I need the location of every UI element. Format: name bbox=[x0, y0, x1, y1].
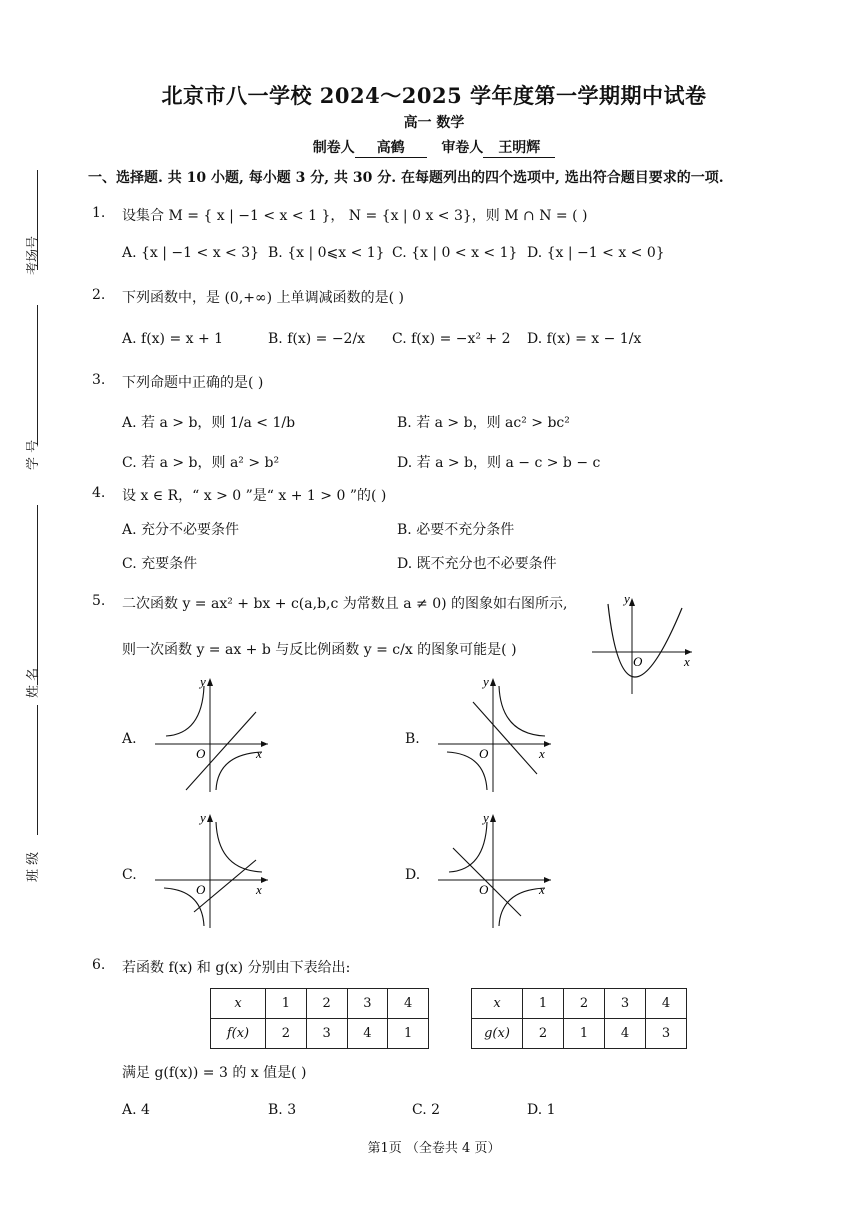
q1-option-d: D. {x | −1 < x < 0} bbox=[527, 245, 665, 261]
table-cell: f(x) bbox=[211, 1019, 266, 1049]
q4-stem: 设 x ∈ R，“ x > 0 ”是“ x + 1 > 0 ”的( ) bbox=[122, 488, 387, 504]
table-row bbox=[211, 989, 429, 1019]
q3-stem: 下列命题中正确的是( ) bbox=[122, 375, 264, 391]
q5-stem-line1: 二次函数 y = ax² + bx + c(a,b,c 为常数且 a ≠ 0) 的图象如右图所示, bbox=[122, 596, 568, 612]
section-heading: 一、选择题. 共 10 小题, 每小题 3 分, 共 30 分. 在每题列出的四个选项中, 选出符合题目要求的一项. bbox=[88, 170, 724, 186]
reviewer-label: 审卷人 bbox=[441, 140, 484, 156]
svg-text:x: x bbox=[539, 882, 545, 897]
svg-text:y: y bbox=[483, 810, 489, 825]
q5-option-d: D. bbox=[405, 867, 421, 883]
table-cell: g(x) bbox=[472, 1019, 523, 1049]
svg-text:y: y bbox=[200, 810, 206, 825]
table-cell: 3 bbox=[646, 1019, 687, 1049]
svg-text:y: y bbox=[200, 674, 206, 689]
table-cell: 2 bbox=[266, 1019, 307, 1049]
q5-parabola-figure bbox=[588, 588, 698, 698]
q1-option-b: B. {x | 0⩽x < 1} bbox=[268, 245, 385, 261]
q6-option-a: A. 4 bbox=[122, 1102, 150, 1118]
sidebar-student-no: 学 号 bbox=[26, 439, 41, 470]
table-cell: 1 bbox=[523, 989, 564, 1019]
q3-number: 3. bbox=[92, 372, 106, 388]
svg-text:x: x bbox=[539, 746, 545, 761]
q3-option-c: C. 若 a > b，则 a² > b² bbox=[122, 455, 280, 471]
page-footer: 第1页 （全卷共 4 页） bbox=[367, 1141, 501, 1156]
table-cell: 1 bbox=[564, 1019, 605, 1049]
sidebar-name: 姓 名 bbox=[26, 667, 41, 698]
table-row bbox=[472, 1019, 687, 1049]
sidebar-line-3 bbox=[37, 505, 38, 685]
q2-option-b: B. f(x) = −2/x bbox=[268, 331, 366, 347]
table-cell: 4 bbox=[388, 989, 429, 1019]
q5-number: 5. bbox=[92, 593, 106, 609]
table-cell: 1 bbox=[266, 989, 307, 1019]
table-cell: 4 bbox=[646, 989, 687, 1019]
exam-title: 北京市八一学校 2024～2025 学年度第一学期期中试卷 bbox=[161, 83, 707, 108]
q2-option-d: D. f(x) = x − 1/x bbox=[527, 331, 642, 347]
label-x: x bbox=[684, 654, 690, 669]
svg-text:x: x bbox=[256, 882, 262, 897]
label-y: y bbox=[624, 591, 630, 606]
table-cell: 4 bbox=[605, 1019, 646, 1049]
table-f bbox=[210, 988, 429, 1049]
q2-option-a: A. f(x) = x + 1 bbox=[122, 331, 224, 347]
table-cell: 3 bbox=[306, 1019, 347, 1049]
table-row bbox=[472, 989, 687, 1019]
table-cell: 2 bbox=[523, 1019, 564, 1049]
q5-option-c: C. bbox=[122, 867, 137, 883]
q6-option-d: D. 1 bbox=[527, 1102, 556, 1118]
table-g bbox=[471, 988, 687, 1049]
q6-option-b: B. 3 bbox=[268, 1102, 297, 1118]
q6-stem: 若函数 f(x) 和 g(x) 分别由下表给出: bbox=[122, 960, 351, 976]
q1-option-c: C. {x | 0 < x < 1} bbox=[392, 245, 518, 261]
maker-name: 高鹤 bbox=[355, 137, 427, 158]
makers-line bbox=[0, 137, 868, 158]
q5-graph-a bbox=[150, 672, 275, 797]
q2-number: 2. bbox=[92, 287, 106, 303]
table-cell: 4 bbox=[347, 1019, 388, 1049]
maker-label: 制卷人 bbox=[312, 140, 355, 156]
q2-option-c: C. f(x) = −x² + 2 bbox=[392, 331, 511, 347]
q6-condition: 满足 g(f(x)) = 3 的 x 值是( ) bbox=[122, 1065, 307, 1081]
q5-option-b: B. bbox=[405, 731, 420, 747]
svg-text:x: x bbox=[256, 746, 262, 761]
exam-subtitle: 高一 数学 bbox=[403, 115, 465, 131]
sidebar-line-2 bbox=[37, 305, 38, 445]
q1-number: 1. bbox=[92, 205, 106, 221]
sidebar-exam-room: 考场号 bbox=[26, 235, 41, 275]
svg-text:O: O bbox=[196, 746, 206, 761]
q4-option-d: D. 既不充分也不必要条件 bbox=[397, 556, 557, 572]
svg-text:y: y bbox=[483, 674, 489, 689]
q3-option-b: B. 若 a > b，则 ac² > bc² bbox=[397, 415, 570, 431]
sidebar-class: 班 级 bbox=[26, 851, 41, 882]
table-cell: 3 bbox=[605, 989, 646, 1019]
svg-text:O: O bbox=[196, 882, 206, 897]
table-cell: 2 bbox=[306, 989, 347, 1019]
q1-option-a: A. {x | −1 < x < 3} bbox=[122, 245, 260, 261]
q4-number: 4. bbox=[92, 485, 106, 501]
parabola-curve bbox=[608, 604, 682, 677]
q5-graph-b bbox=[433, 672, 558, 797]
table-cell: 1 bbox=[388, 1019, 429, 1049]
q5-stem-line2: 则一次函数 y = ax + b 与反比例函数 y = c/x 的图象可能是( ) bbox=[122, 642, 517, 658]
q5-graph-c bbox=[150, 808, 275, 933]
label-origin: O bbox=[633, 654, 643, 669]
table-cell: 2 bbox=[564, 989, 605, 1019]
q3-option-d: D. 若 a > b，则 a − c > b − c bbox=[397, 455, 601, 471]
q4-option-b: B. 必要不充分条件 bbox=[397, 522, 515, 538]
table-row bbox=[211, 1019, 429, 1049]
q5-option-a: A. bbox=[122, 731, 137, 747]
table-cell: 3 bbox=[347, 989, 388, 1019]
svg-text:O: O bbox=[479, 882, 489, 897]
q1-stem: 设集合 M = { x | −1 < x < 1 }， N = {x | 0 x < 3}，则 M ∩ N = ( ) bbox=[122, 208, 588, 224]
q4-option-a: A. 充分不必要条件 bbox=[122, 522, 240, 538]
svg-text:O: O bbox=[479, 746, 489, 761]
reviewer-name: 王明辉 bbox=[483, 137, 555, 158]
q6-number: 6. bbox=[92, 957, 106, 973]
table-cell: x bbox=[472, 989, 523, 1019]
q2-stem: 下列函数中，是 (0,+∞) 上单调减函数的是( ) bbox=[122, 290, 404, 306]
q6-option-c: C. 2 bbox=[412, 1102, 441, 1118]
arrow-y bbox=[629, 598, 635, 606]
table-cell: x bbox=[211, 989, 266, 1019]
q3-option-a: A. 若 a > b，则 1/a < 1/b bbox=[122, 415, 296, 431]
q4-option-c: C. 充要条件 bbox=[122, 556, 198, 572]
q5-graph-d bbox=[433, 808, 558, 933]
sidebar-line-4 bbox=[37, 705, 38, 835]
